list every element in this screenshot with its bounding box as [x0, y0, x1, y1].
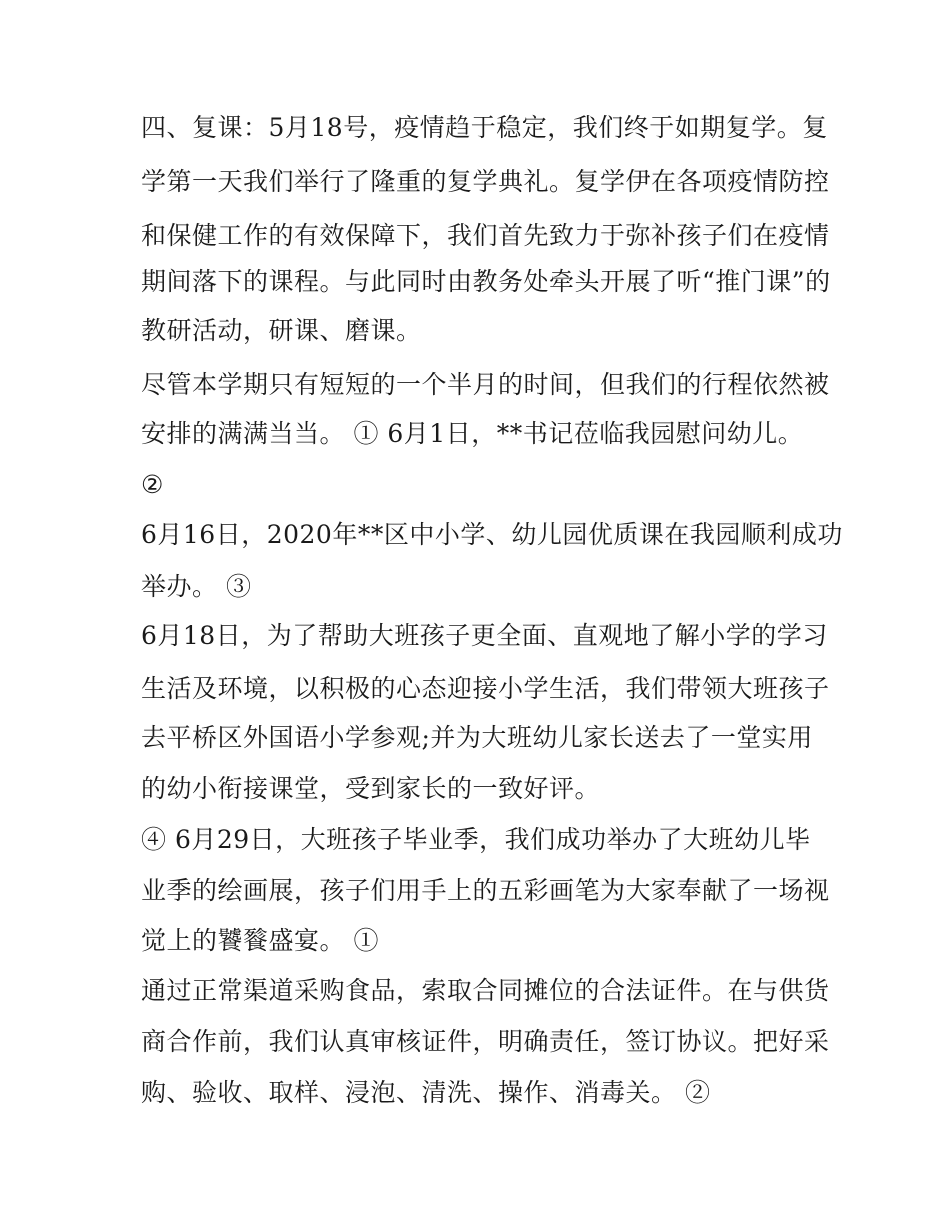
text-line: 尽管本学期只有短短的一个半月的时间，但我们的行程依然被	[141, 370, 830, 399]
text-line: ②	[141, 470, 164, 499]
text-line: 购、验收、取样、浸泡、清洗、操作、消毒关。 ②	[141, 1078, 711, 1107]
text-line: 四、复课：5月18号，疫情趋于稳定，我们终于如期复学。复	[141, 113, 828, 142]
text-line: 去平桥区外国语小学参观;并为大班幼儿家长送去了一堂实用	[141, 723, 813, 752]
text-line: 期间落下的课程。与此同时由教务处牵头开展了听“推门课”的	[141, 267, 831, 296]
text-line: 觉上的饕餮盛宴。 ①	[141, 926, 379, 955]
text-line: 和保健工作的有效保障下，我们首先致力于弥补孩子们在疫情	[141, 221, 830, 250]
text-line: 学第一天我们举行了隆重的复学典礼。复学伊在各项疫情防控	[141, 167, 830, 196]
text-line: ④ 6月29日，大班孩子毕业季，我们成功举办了大班幼儿毕	[141, 825, 811, 854]
text-line: 商合作前，我们认真审核证件，明确责任，签订协议。把好采	[141, 1027, 830, 1056]
text-line: 生活及环境，以积极的心态迎接小学生活，我们带领大班孩子	[141, 674, 830, 703]
text-line: 业季的绘画展，孩子们用手上的五彩画笔为大家奉献了一场视	[141, 876, 830, 905]
text-line: 6月18日，为了帮助大班孩子更全面、直观地了解小学的学习	[141, 621, 828, 650]
text-line: 6月16日，2020年**区中小学、幼儿园优质课在我园顺利成功	[141, 520, 843, 549]
text-line: 教研活动，研课、磨课。	[141, 316, 422, 345]
text-line: 安排的满满当当。 ① 6月1日，**书记莅临我园慰问幼儿。	[141, 419, 804, 448]
text-line: 的幼小衔接课堂，受到家长的一致好评。	[141, 774, 601, 803]
text-line: 通过正常渠道采购食品，索取合同摊位的合法证件。在与供货	[141, 976, 830, 1005]
text-line: 举办。 ③	[141, 572, 252, 601]
